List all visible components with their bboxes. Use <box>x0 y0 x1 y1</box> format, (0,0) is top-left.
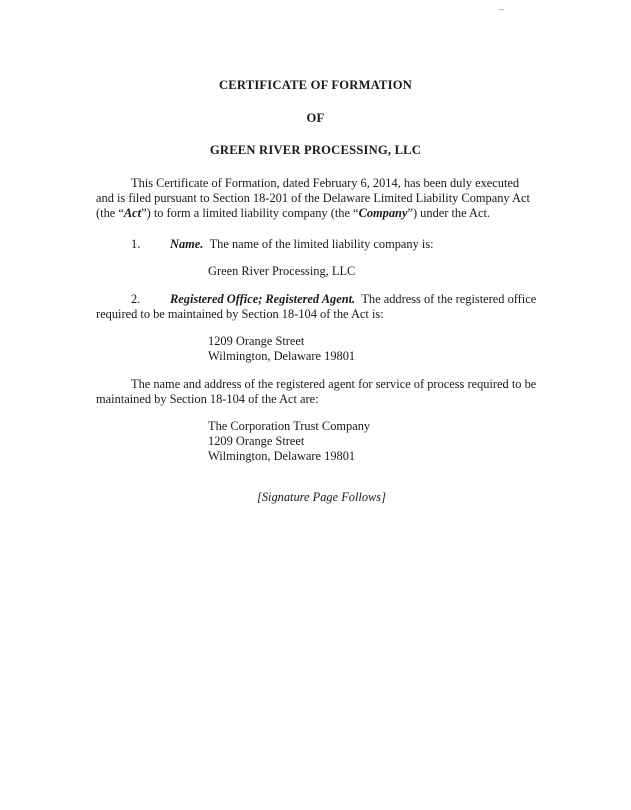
act-defined-term: Act <box>123 206 142 220</box>
section-2-line-2: required to be maintained by Section 18-104 of the Act is: <box>96 307 384 321</box>
title-line-2: OF <box>306 111 325 125</box>
signature-page-note: [Signature Page Follows] <box>257 490 386 504</box>
intro-line-3-a: (the “ <box>96 206 124 220</box>
intro-line-3 <box>96 206 490 220</box>
intro-line-2: and is filed pursuant to Section 18-201 of the Delaware Limited Liability Company Act <box>96 191 530 205</box>
scan-speck <box>498 9 504 10</box>
agent-name: The Corporation Trust Company <box>208 419 371 433</box>
agent-intro-line-2: maintained by Section 18-104 of the Act are: <box>96 392 319 406</box>
section-1-text: The name of the limited liability company is: <box>209 237 434 251</box>
section-1-number: 1. <box>131 237 141 251</box>
section-2-text-1: The address of the registered office <box>361 292 537 306</box>
office-address-line-2: Wilmington, Delaware 19801 <box>208 349 356 363</box>
section-1-line <box>170 237 434 251</box>
section-2-number: 2. <box>131 292 141 306</box>
office-address-line-1: 1209 Orange Street <box>208 334 305 348</box>
intro-line-1: This Certificate of Formation, dated February 6, 2014, has been duly executed <box>131 176 520 190</box>
agent-intro-line-1: The name and address of the registered agent for service of process required to be <box>131 377 537 391</box>
intro-line-3-c: ”) under the Act. <box>407 206 491 220</box>
section-1-heading: Name. <box>170 237 204 251</box>
title-line-1: CERTIFICATE OF FORMATION <box>218 78 413 92</box>
agent-address-line-1: 1209 Orange Street <box>208 434 305 448</box>
section-2-heading: Registered Office; Registered Agent. <box>170 292 356 306</box>
company-name: Green River Processing, LLC <box>208 264 356 278</box>
intro-line-3-b: ”) to form a limited liability company (the “ <box>141 206 359 220</box>
company-defined-term: Company <box>358 206 408 220</box>
section-2-line-1 <box>170 292 536 306</box>
agent-address-line-2: Wilmington, Delaware 19801 <box>208 449 356 463</box>
title-line-3: GREEN RIVER PROCESSING, LLC <box>209 143 422 157</box>
